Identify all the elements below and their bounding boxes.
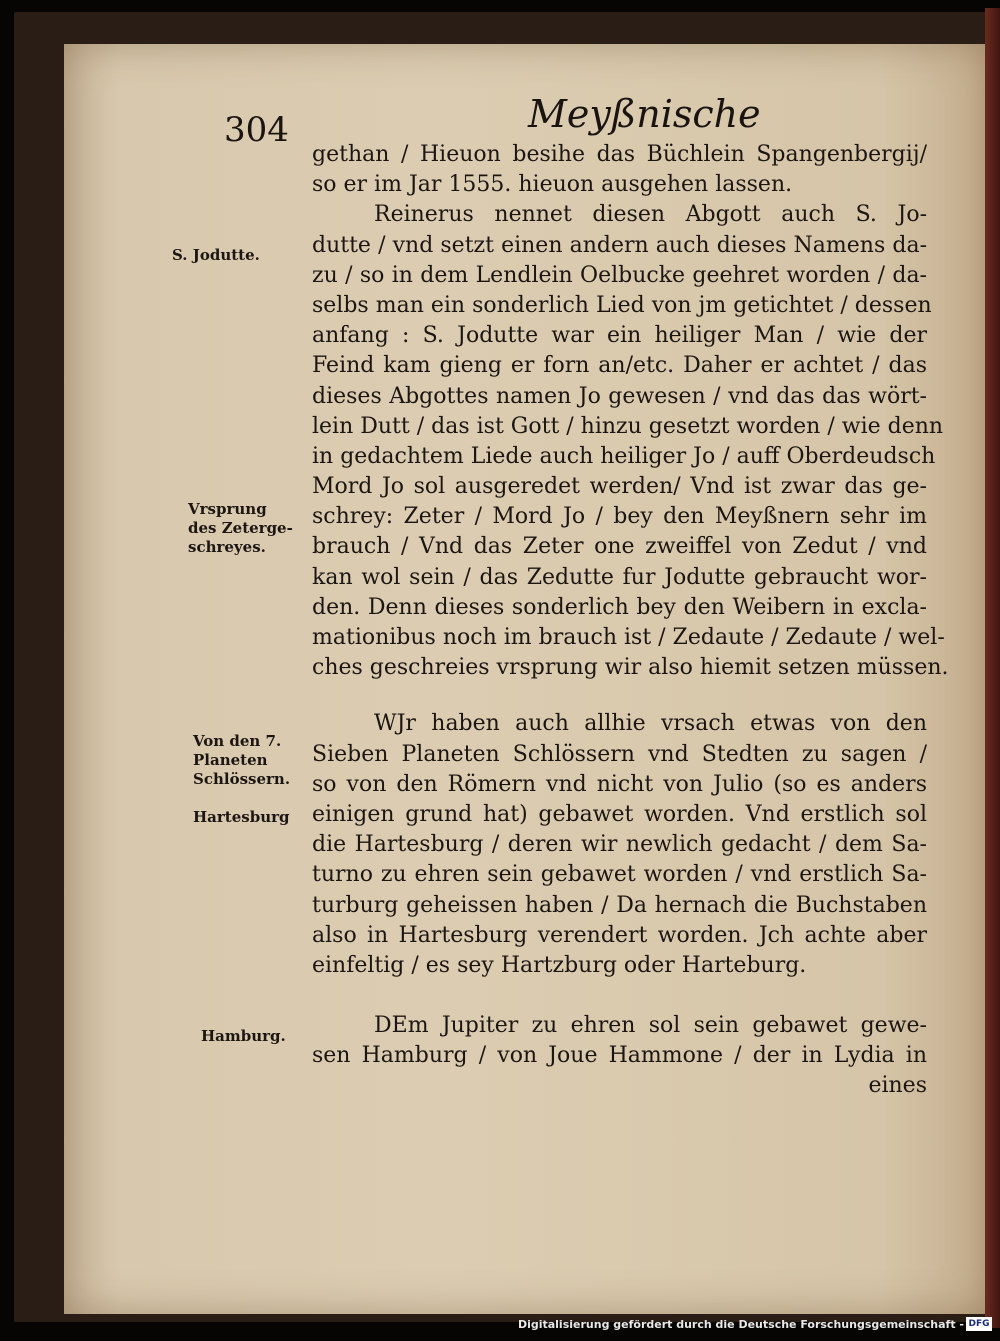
text-line: WJr haben auch allhie vrsach etwas von den (374, 711, 927, 737)
margin-note-line: des Zeterge- (188, 519, 293, 537)
text-line: turburg geheissen haben / Da hernach die Buchstaben (312, 892, 927, 918)
text-line: in gedachtem Liede auch heiliger Jo / auff Oberdeudsch (312, 443, 936, 469)
page-number: 304 (224, 110, 289, 150)
margin-note-hamburg: Hamburg. (201, 1027, 286, 1045)
text-line: einigen grund hat) gebawet worden. Vnd erstlich sol (312, 801, 927, 827)
text-line: DEm Jupiter zu ehren sol sein gebawet gewe- (374, 1013, 927, 1039)
book-spine (985, 8, 1000, 1328)
margin-note-line: Planeten (193, 751, 268, 769)
text-line: so von den Römern vnd nicht von Julio (so es anders (312, 771, 927, 797)
digitization-credit: Digitalisierung gefördert durch die Deutsche Forschungsgemeinschaft - (517, 1318, 964, 1331)
text-line: Feind kam gieng er forn an/etc. Daher er achtet / das (312, 353, 927, 379)
text-line: zu / so in dem Lendlein Oelbucke geehret worden / da- (312, 262, 927, 288)
text-line: selbs man ein sonderlich Lied von jm getichtet / dessen (312, 292, 932, 318)
text-line: gethan / Hieuon besihe das Büchlein Spangenbergij/ (312, 142, 927, 167)
margin-note-line: Schlössern. (193, 770, 291, 788)
text-line: anfang : S. Jodutte war ein heiliger Man / wie der (312, 323, 927, 349)
dfg-logo-icon: DFG (966, 1317, 992, 1331)
body-text (312, 140, 949, 1102)
text-line: mationibus noch im brauch ist / Zedaute / Zedaute / wel- (312, 625, 945, 650)
text-line: lein Dutt / das ist Gott / hinzu gesetzt worden / wie denn (312, 413, 944, 439)
running-head (0, 88, 1000, 150)
margin-note-line: schreyes. (188, 538, 266, 556)
text-line: also in Hartesburg verendert worden. Jch achte aber (312, 922, 927, 948)
text-line: ches geschreies vrsprung wir also hiemit setzen müssen. (312, 655, 949, 681)
text-line: die Hartesburg / deren wir newlich gedacht / dem Sa- (312, 832, 927, 858)
catchword: eines (868, 1073, 927, 1099)
text-line: kan wol sein / das Zedutte fur Jodutte gebraucht wor- (312, 564, 927, 590)
text-line: dutte / vnd setzt einen andern auch dieses Namens da- (312, 232, 927, 258)
margin-note-jodutte: S. Jodutte. (172, 246, 260, 264)
margin-note-vrsprung (188, 500, 293, 557)
text-line: turno zu ehren sein gebawet worden / vnd erstlich Sa- (312, 862, 927, 888)
running-title: Meyßnische (528, 92, 761, 136)
margin-note-planeten (193, 732, 290, 789)
text-line: schrey: Zeter / Mord Jo / bey den Meyßnern sehr im (312, 504, 927, 530)
text-line: brauch / Vnd das Zeter one zweiffel von Zedut / vnd (312, 534, 927, 560)
text-line: einfeltig / es sey Hartzburg oder Harteburg. (312, 952, 807, 978)
margin-note-line: Von den 7. (193, 732, 282, 750)
text-line: Mord Jo sol ausgeredet werden/ Vnd ist zwar das ge- (312, 474, 927, 500)
text-line: Sieben Planeten Schlössern vnd Stedten zu sagen / (312, 741, 927, 767)
text-line: den. Denn dieses sonderlich bey den Weibern in excla- (312, 594, 927, 620)
margin-note-line: Vrsprung (188, 500, 267, 518)
text-line: so er im Jar 1555. hieuon ausgehen lassen. (312, 172, 793, 198)
text-line: Reinerus nennet diesen Abgott auch S. Jo- (374, 202, 927, 228)
margin-note-hartesburg: Hartesburg (193, 808, 290, 826)
text-line: dieses Abgottes namen Jo gewesen / vnd das das wört- (312, 383, 927, 409)
text-line: sen Hamburg / von Joue Hammone / der in Lydia in (312, 1043, 927, 1069)
